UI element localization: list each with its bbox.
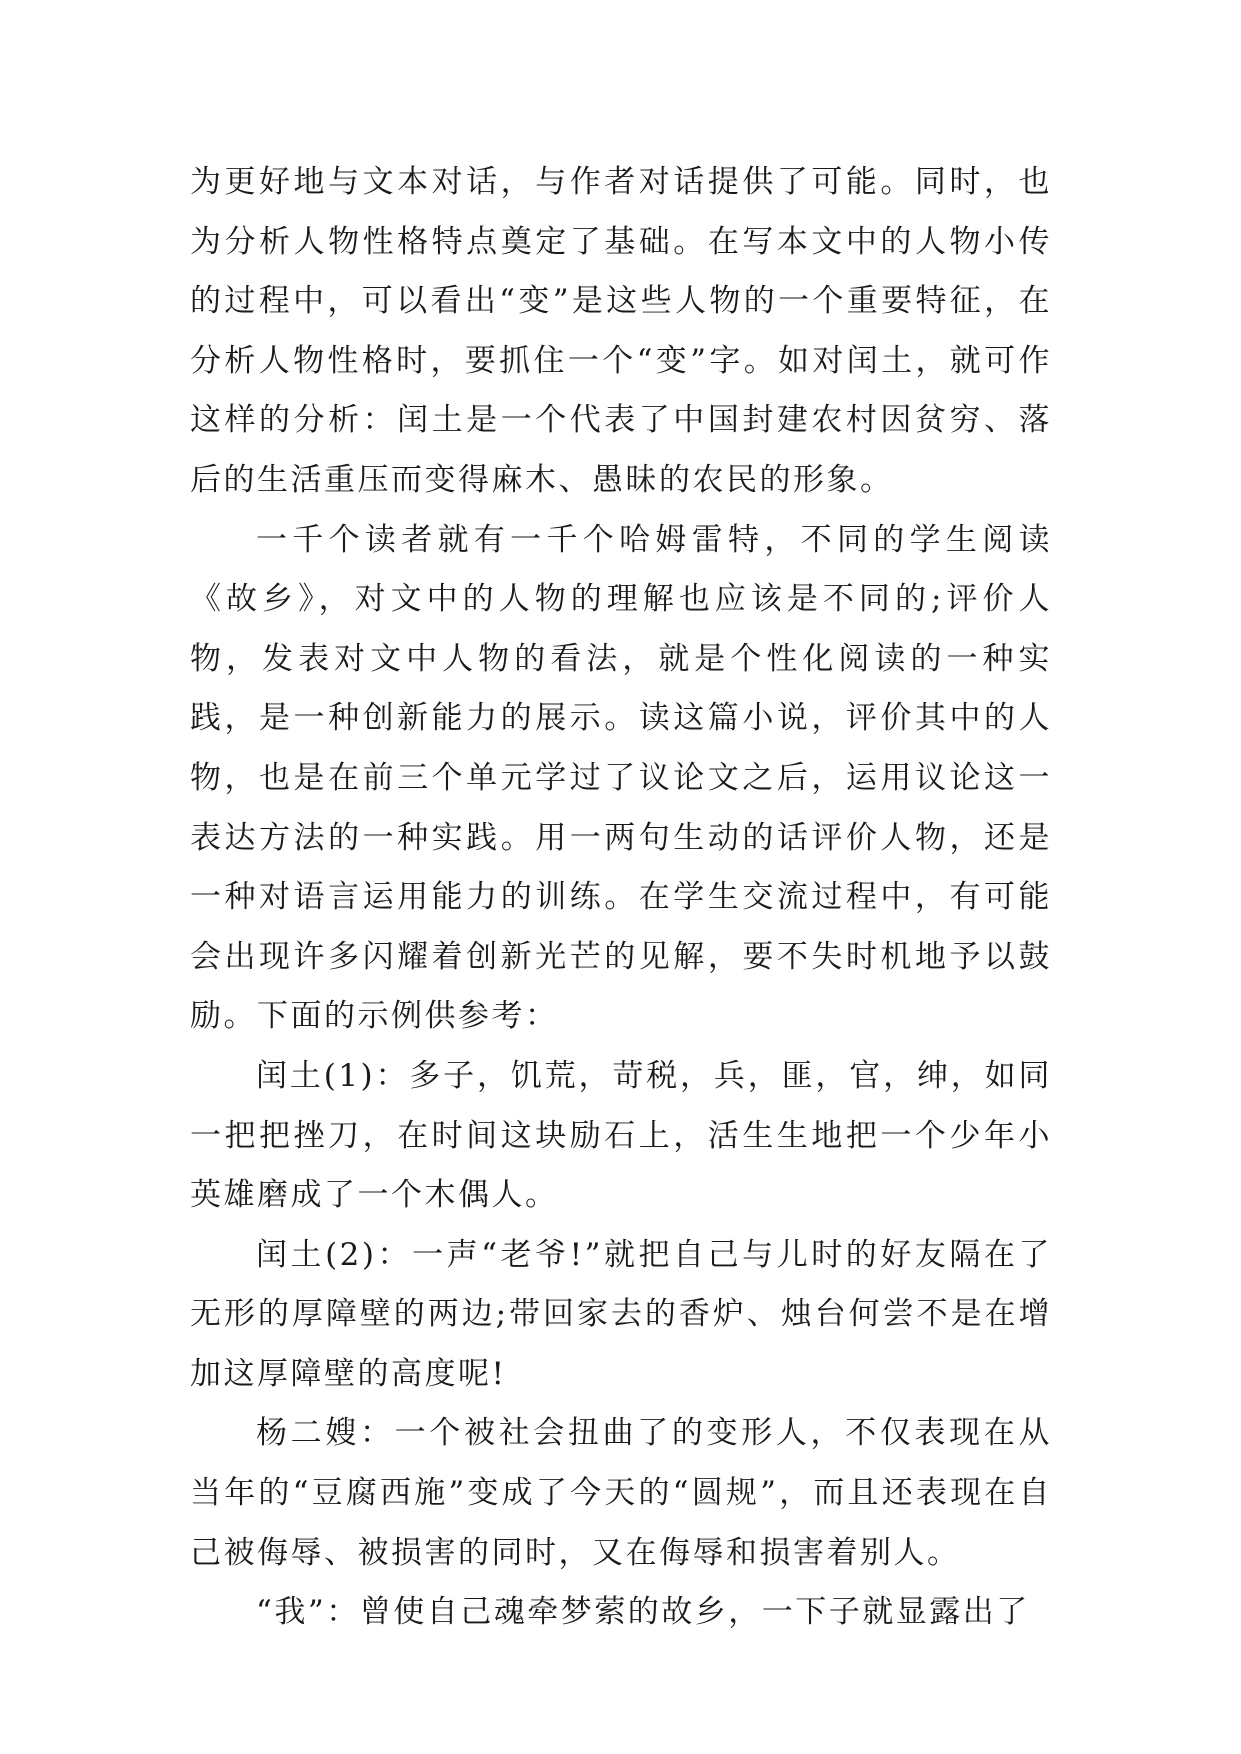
text-line: 乡》，对文中的人物的理解也应该是不同的;评价人物，发表 xyxy=(190,581,1052,677)
text-line: 年的“豆腐西施”变成了今天的“圆规”，而且还表现在自 xyxy=(224,1475,1053,1512)
text-line: 闰土(2)：一声“老爷!”就把自己与儿时的好友隔在了 xyxy=(256,1236,1052,1273)
text-line: 无形的厚障壁的两边;带回家去的香炉、烛台何尝不是在增 xyxy=(190,1296,1052,1333)
text-line: 新能力的展示。读这篇小说，评价其中的人物，也是在前三 xyxy=(190,700,1052,796)
text-line: 加这厚障壁的高度呢! xyxy=(190,1355,507,1392)
text-line: 程中，可以看出“变”是这些人物的一个重要特征，在分析 xyxy=(190,283,1053,379)
paragraph-runtu-example-2 xyxy=(190,1226,1052,1405)
text-line: 对文中人物的看法，就是个性化阅读的一种实践，是一种创 xyxy=(190,640,1053,737)
paragraph-intro-analysis xyxy=(190,153,1052,511)
text-line: 人物性格时，要抓住一个“变”字。如对闰土，就可作这样 xyxy=(190,342,1053,439)
text-line: 分析人物性格特点奠定了基础。在写本文中的人物小传的过 xyxy=(190,223,1053,320)
text-line: 的分析：闰土是一个代表了中国封建农村因贫穷、落后的生 xyxy=(190,402,1053,498)
paragraph-personalized-reading xyxy=(190,511,1052,1047)
paragraph-yang-ersao-example xyxy=(190,1404,1052,1583)
text-line: 活重压而变得麻木、愚昧的农民的形象。 xyxy=(290,461,894,498)
text-line: 己被侮辱、被损害的同时，又在侮辱和损害着别人。 xyxy=(190,1534,961,1571)
paragraph-runtu-example-1 xyxy=(190,1047,1052,1226)
text-line: 个单元学过了议论文之后，运用议论这一表达方法的一种实 xyxy=(190,759,1053,856)
text-line: “我”：曾使自己魂牵梦萦的故乡，一下子就显露出了 xyxy=(256,1594,1030,1631)
text-line: 一把把挫刀，在时间这块励石上，活生生地把一个少年小英 xyxy=(190,1117,1052,1214)
paragraph-narrator-example xyxy=(190,1583,1052,1643)
text-line: 闰土(1)：多子，饥荒，苛税，兵，匪，官，绅，如同 xyxy=(256,1057,1052,1094)
text-line: 的训练。在学生交流过程中，有可能会出现许多闪耀着创新 xyxy=(190,879,1052,975)
text-line: 光芒的见解，要不失时机地予以鼓励。下面的示例供参考： xyxy=(190,938,1053,1035)
text-line: 践。用一两句生动的话评价人物，还是一种对语言运用能力 xyxy=(190,819,1053,916)
text-line: 为更好地与文本对话，与作者对话提供了可能。同时，也为 xyxy=(190,164,1052,260)
text-line: 一千个读者就有一千个哈姆雷特，不同的学生阅读《故 xyxy=(190,521,1052,618)
text-line: 雄磨成了一个木偶人。 xyxy=(223,1177,559,1214)
document-body xyxy=(190,153,1052,1643)
text-line: 杨二嫂：一个被社会扭曲了的变形人，不仅表现在从当 xyxy=(190,1415,1052,1512)
